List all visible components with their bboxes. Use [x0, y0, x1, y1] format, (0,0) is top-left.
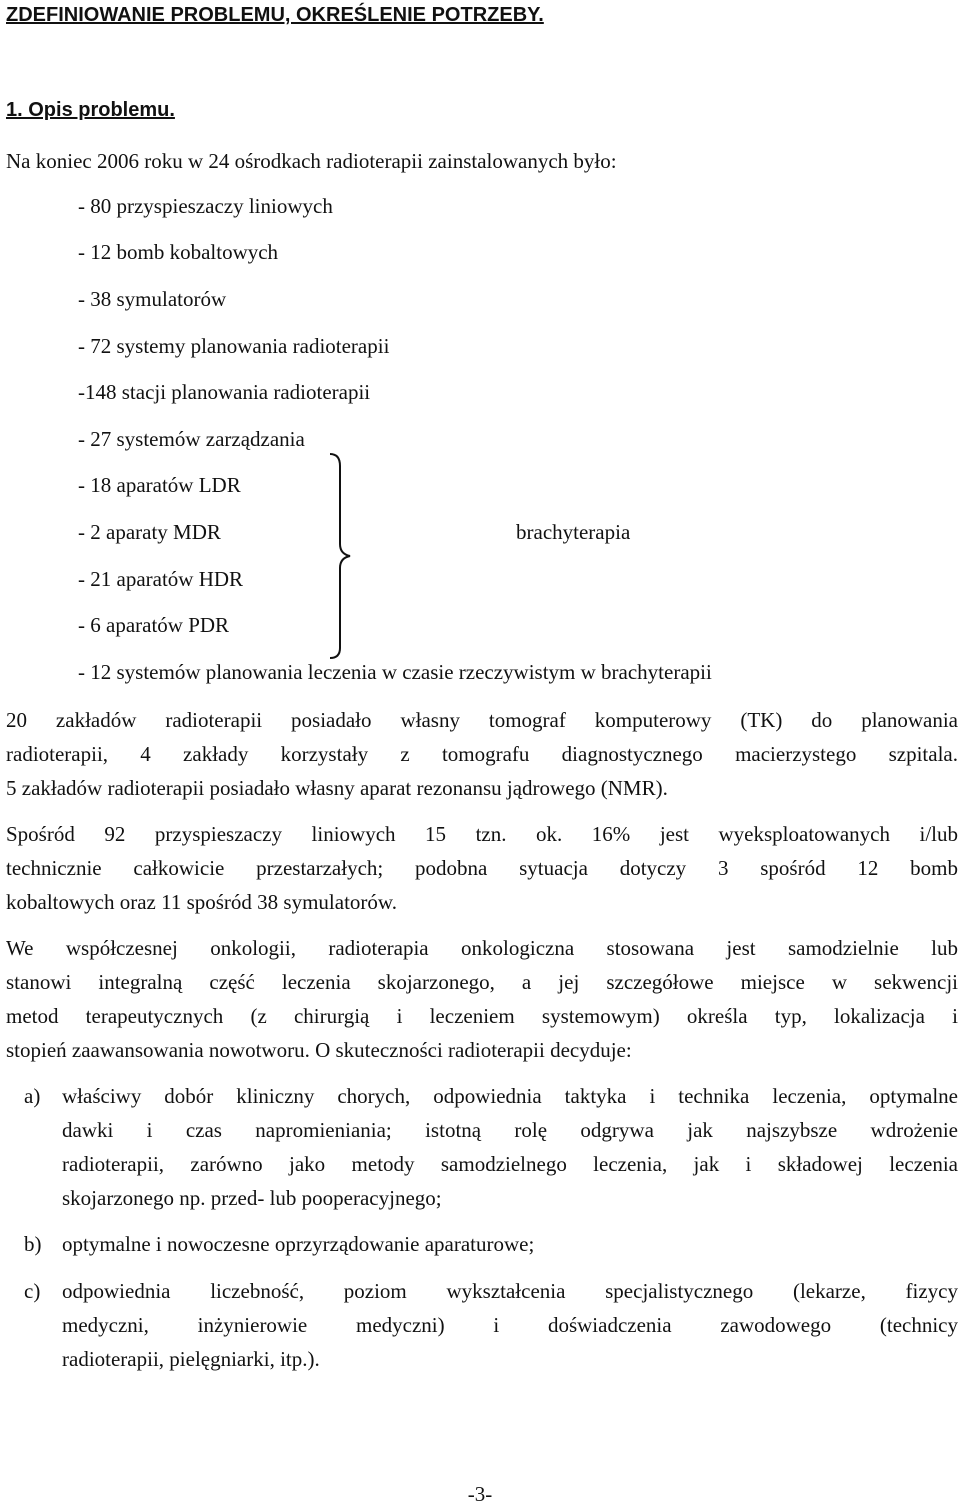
paragraph-line: stopień zaawansowania nowotworu. O skuteczności radioterapii decyduje: [6, 1038, 632, 1062]
paragraph-line: metod terapeutycznych (z chirurgią i leczeniem systemowym) określa typ, lokalizacja i [6, 1004, 958, 1028]
equipment-item: -148 stacji planowania radioterapii [78, 380, 371, 404]
list-item-line: dawki i czas napromieniania; istotną rolę odgrywa jak najszybsze wdrożenie [62, 1118, 958, 1142]
equipment-item: - 72 systemy planowania radioterapii [78, 334, 390, 358]
document-heading: ZDEFINIOWANIE PROBLEMU, OKREŚLENIE POTRZEBY. [6, 4, 544, 26]
paragraph-line: We współczesnej onkologii, radioterapia onkologiczna stosowana jest samodzielnie lub [6, 936, 958, 960]
paragraph-line: Spośród 92 przyspieszaczy liniowych 15 tzn. ok. 16% jest wyeksploatowanych i/lub [6, 822, 958, 846]
curly-brace [316, 452, 356, 662]
paragraph-line: 5 zakładów radioterapii posiadało własny aparat rezonansu jądrowego (NMR). [6, 776, 668, 800]
list-item-line: radioterapii, pielęgniarki, itp.). [62, 1347, 320, 1371]
list-marker: b) [24, 1232, 42, 1256]
paragraph-line: technicznie całkowicie przestarzałych; podobna sytuacja dotyczy 3 spośród 12 bomb [6, 856, 958, 880]
list-item-line: radioterapii, zarówno jako metody samodzielnego leczenia, jak i składowej leczenia [62, 1152, 958, 1176]
equipment-item: - 2 aparaty MDR [78, 520, 221, 544]
page-number: -3- [467, 1482, 493, 1506]
list-item-line: właściwy dobór kliniczny chorych, odpowiednia taktyka i technika leczenia, optymalne [62, 1084, 958, 1108]
paragraph-line: kobaltowych oraz 11 spośród 38 symulatorów. [6, 890, 397, 914]
equipment-item: - 27 systemów zarządzania [78, 427, 305, 451]
equipment-item: - 6 aparatów PDR [78, 613, 230, 637]
paragraph-line: 20 zakładów radioterapii posiadało własny tomograf komputerowy (TK) do planowania [6, 708, 958, 732]
list-item-line: medyczni, inżynierowie medyczni) i doświadczenia zawodowego (technicy [62, 1313, 958, 1337]
equipment-item: - 80 przyspieszaczy liniowych [78, 194, 333, 218]
brace-label: brachyterapia [516, 520, 631, 544]
list-marker: c) [24, 1279, 41, 1303]
list-marker: a) [24, 1084, 41, 1108]
equipment-item: - 12 systemów planowania leczenia w czasie rzeczywistym w brachyterapii [78, 660, 712, 684]
equipment-item: - 18 aparatów LDR [78, 473, 241, 497]
list-item-line: optymalne i nowoczesne oprzyrządowanie aparaturowe; [62, 1232, 535, 1256]
list-item-line: skojarzonego np. przed- lub pooperacyjnego; [62, 1186, 442, 1210]
intro-line: Na koniec 2006 roku w 24 ośrodkach radioterapii zainstalowanych było: [6, 149, 617, 173]
equipment-item: - 38 symulatorów [78, 287, 227, 311]
paragraph-line: radioterapii, 4 zakłady korzystały z tomografu diagnostycznego macierzystego szpitala. [6, 742, 958, 766]
section-title: 1. Opis problemu. [6, 99, 175, 121]
list-item-line: odpowiednia liczebność, poziom wykształcenia specjalistycznego (lekarze, fizycy [62, 1279, 958, 1303]
paragraph-line: stanowi integralną część leczenia skojarzonego, a jej szczegółowe miejsce w sekwencji [6, 970, 958, 994]
equipment-item: - 21 aparatów HDR [78, 567, 244, 591]
equipment-item: - 12 bomb kobaltowych [78, 240, 279, 264]
